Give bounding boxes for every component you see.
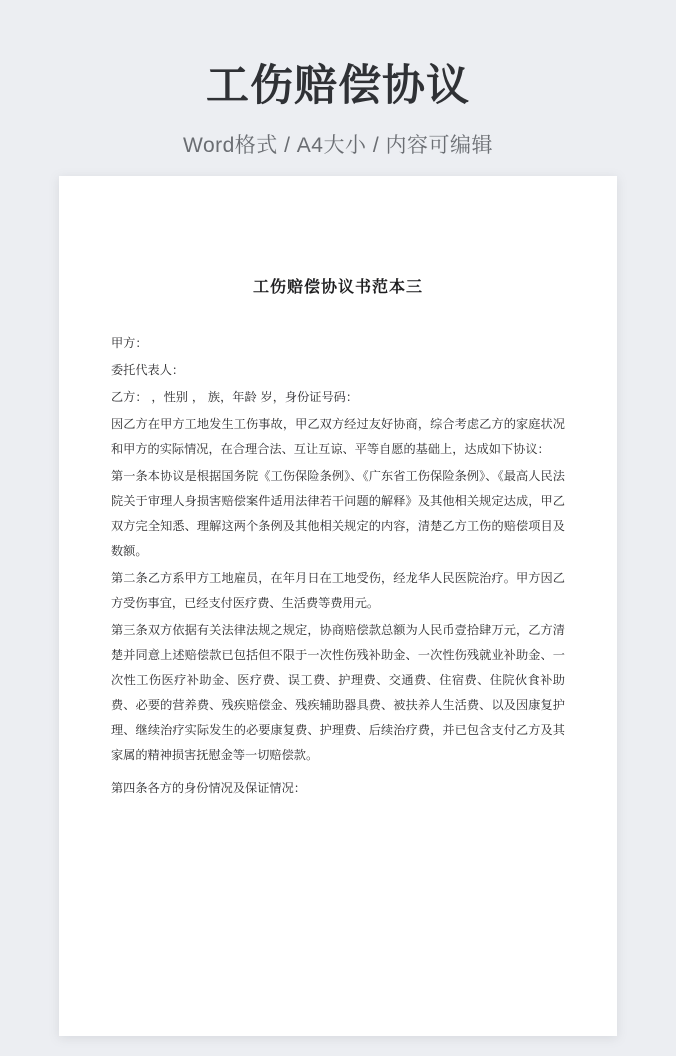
hero-section [0,0,676,159]
document-paragraph: 甲方： [111,336,148,350]
page-title: 工伤赔偿协议 [206,62,470,110]
document-paragraph: 第一条本协议是根据国务院《工伤保险条例》、《广东省工伤保险条例》、《最高人民法院关于审理人身损害赔偿案件适用法律若干问题的解释》及其他相关规定达成，甲乙双方完全知悉、理解这两个条例及其他相关规定的内容，清楚乙方工伤的赔偿项目及数额。 [111,469,565,559]
page-subtitle: Word格式 / A4大小 / 内容可编辑 [183,134,493,158]
document-paragraph: 委托代表人： [111,363,185,378]
document-preview-card[interactable] [59,176,617,1036]
document-paragraph: 因乙方在甲方工地发生工伤事故，甲乙双方经过友好协商，综合考虑乙方的家庭状况和甲方的实际情况，在合理合法、互让互谅、平等自愿的基础上，达成如下协议： [111,417,565,457]
document-paragraph: 乙方： ，性别 ， 族，年龄 岁，身份证号码： [111,390,359,405]
document-paragraph: 第二条乙方系甲方工地雇员，在年月日在工地受伤，经龙华人民医院治疗。甲方因乙方受伤事宜，已经支付医疗费、生活费等费用元。 [111,571,565,611]
document-page [59,176,617,1036]
document-body [111,331,565,801]
document-paragraph: 第四条各方的身份情况及保证情况： [111,781,306,796]
document-paragraph: 第三条双方依据有关法律法规之规定，协商赔偿款总额为人民币壹拾肆万元，乙方清楚并同意上述赔偿款已包括但不限于一次性伤残补助金、一次性伤残就业补助金、一次性工伤医疗补助金、医疗费、误工费、护理费、交通费、住宿费、住院伙食补助费、必要的营养费、残疾赔偿金、残疾辅助器具费、被扶养人生活费、以及因康复护理、继续治疗实际发生的必要康复费、护理费、后续治疗费，并已包含支付乙方及其家属的精神损害抚慰金等一切赔偿款。 [111,623,565,763]
document-title: 工伤赔偿协议书范本三 [252,277,423,296]
